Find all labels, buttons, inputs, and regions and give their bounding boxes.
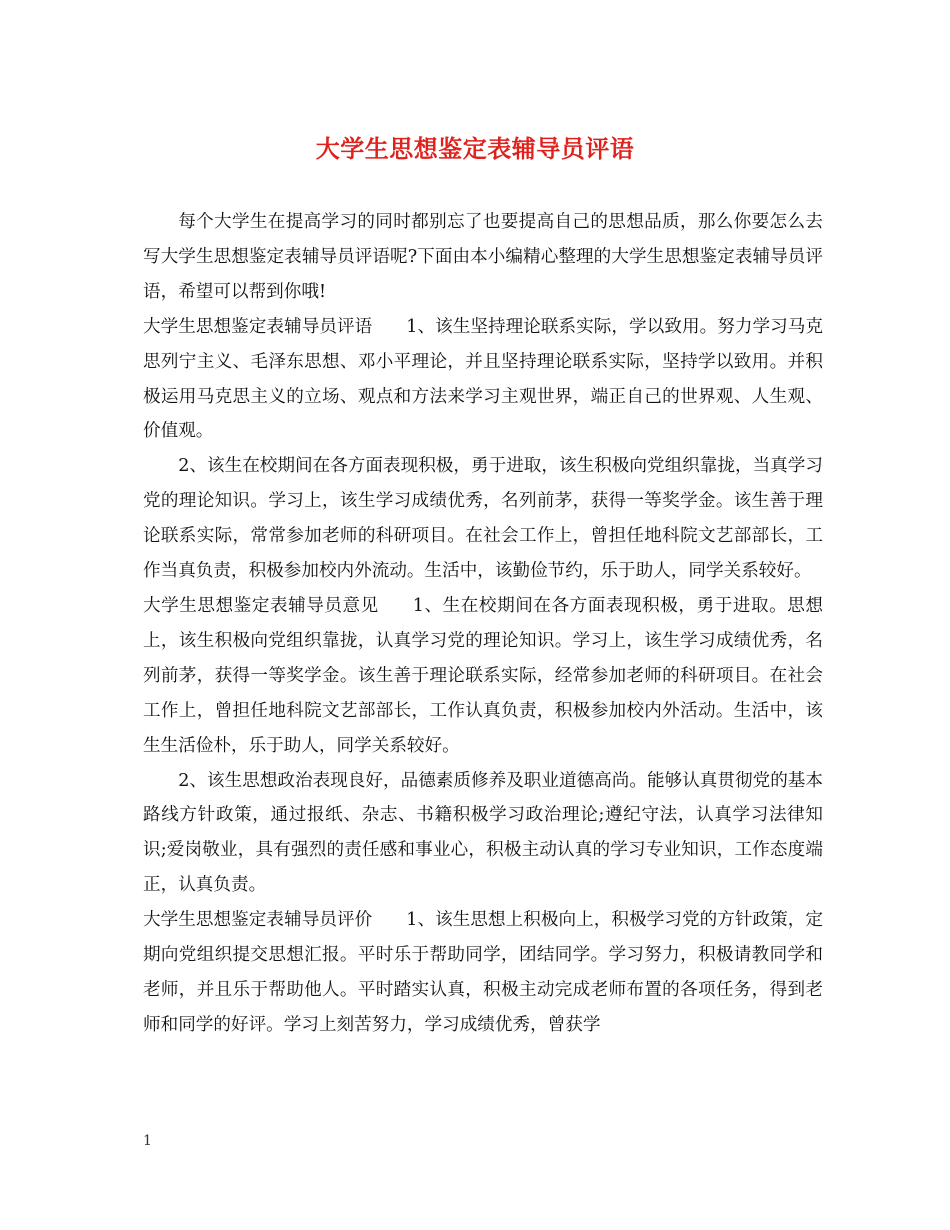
page-number: 1 bbox=[143, 1133, 152, 1149]
section-2-second-paragraph: 2、该生思想政治表现良好，品德素质修养及职业道德高尚。能够认真贯彻党的基本路线方针政策，通过报纸、杂志、书籍积极学习政治理论;遵纪守法，认真学习法律知识;爱岗敬业，具有强烈的责任感和事业心，积极主动认真的学习专业知识，工作态度端正，认真负责。 bbox=[143, 770, 823, 896]
section-2-first-paragraph bbox=[143, 589, 823, 764]
section-2-first-text: 1、生在校期间在各方面表现积极，勇于进取。思想上，该生积极向党组织靠拢，认真学习党的理论知识。学习上，该生学习成绩优秀，名列前茅，获得一等奖学金。该生善于理论联系实际，经常参加老师的科研项目。在社会工作上，曾担任地科院文艺部部长，工作认真负责，积极参加校内外活动。生活中，该生生活俭朴，乐于助人，同学关系较好。 bbox=[143, 595, 823, 756]
document-title: 大学生思想鉴定表辅导员评语 bbox=[315, 134, 635, 163]
intro-paragraph: 每个大学生在提高学习的同时都别忘了也要提高自己的思想品质，那么你要怎么去写大学生思想鉴定表辅导员评语呢?下面由本小编精心整理的大学生思想鉴定表辅导员评语，希望可以帮到你哦! bbox=[143, 212, 823, 302]
section-1-second-paragraph: 2、该生在校期间在各方面表现积极，勇于进取，该生积极向党组织靠拢，当真学习党的理论知识。学习上，该生学习成绩优秀，名列前茅，获得一等奖学金。该生善于理论联系实际，常常参加老师的科研项目。在社会工作上，曾担任地科院文艺部部长，工作当真负责，积极参加校内外流动。生活中，该勤俭节约，乐于助人，同学关系较好。 bbox=[143, 456, 823, 582]
section-1-heading: 大学生思想鉴定表辅导员评语 bbox=[143, 316, 373, 337]
section-3-first-paragraph bbox=[143, 903, 823, 1043]
document-body bbox=[143, 205, 823, 1043]
section-3-first-text: 1、该生思想上积极向上，积极学习党的方针政策，定期向党组织提交思想汇报。平时乐于帮助同学，团结同学。学习努力，积极请教同学和老师，并且乐于帮助他人。平时踏实认真，积极主动完成老师布置的各项任务，得到老师和同学的好评。学习上刻苦努力，学习成绩优秀，曾获学 bbox=[143, 910, 823, 1035]
section-1-first-text: 1、该生坚持理论联系实际，学以致用。努力学习马克思列宁主义、毛泽东思想、邓小平理论，并且坚持理论联系实际，坚持学以致用。并积极运用马克思主义的立场、观点和方法来学习主观世界，端正自己的世界观、人生观、价值观。 bbox=[143, 316, 823, 442]
section-2-heading: 大学生思想鉴定表辅导员意见 bbox=[143, 595, 379, 616]
section-3-heading: 大学生思想鉴定表辅导员评价 bbox=[143, 910, 373, 931]
section-1-first-paragraph bbox=[143, 310, 823, 450]
